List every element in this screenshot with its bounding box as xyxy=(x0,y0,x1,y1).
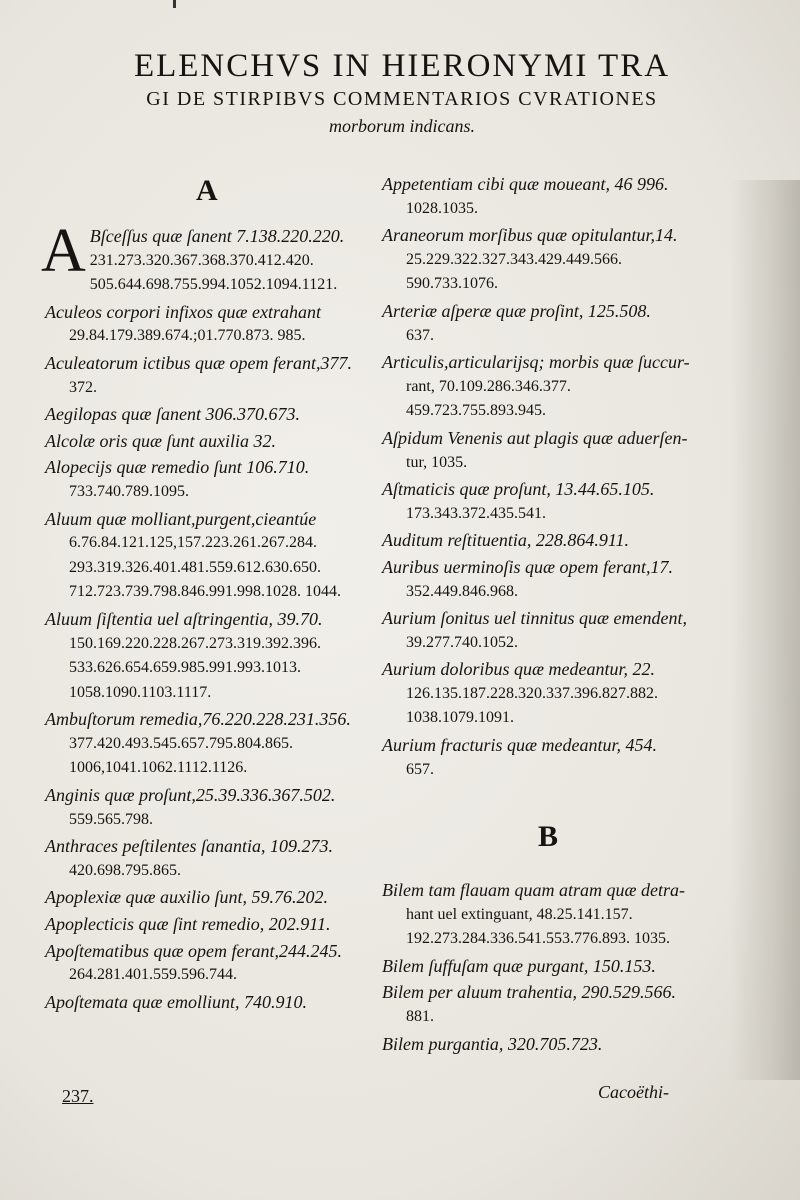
right-column-b xyxy=(382,878,712,1058)
entry-heading: Bilem tam flauam quam atram quæ detra- xyxy=(382,880,685,900)
index-entry xyxy=(382,954,712,979)
index-entry xyxy=(45,507,375,605)
entry-heading: Bilem ſuffuſam quæ purgant, 150.153. xyxy=(382,955,656,976)
entry-page-refs: 733.740.789.1095. xyxy=(69,482,189,500)
entry-heading: Aluum ſiſtentia uel aſtringentia, 39.70. xyxy=(45,608,323,629)
entry-page-refs: 420.698.795.865. xyxy=(69,861,181,879)
index-entry xyxy=(382,657,712,731)
index-entry xyxy=(45,351,375,400)
index-entry xyxy=(382,426,712,475)
entry-page-refs: tur, 1035. xyxy=(406,453,468,471)
entry-page-refs: 126.135.187.228.320.337.396.827.882. 1038.1079.1091. xyxy=(406,684,658,727)
entry-page-refs: 264.281.401.559.596.744. xyxy=(69,966,237,984)
index-entry xyxy=(382,172,712,221)
entry-page-refs: 881. xyxy=(406,1007,434,1025)
entry-page-refs: hant uel extinguant, 48.25.141.157. 192.273.284.336.541.553.776.893. 1035. xyxy=(406,905,670,948)
title-line-3: morborum indicans. xyxy=(328,116,475,136)
section-letter-b: B xyxy=(538,820,559,853)
entry-page-refs: 25.229.322.327.343.429.449.566. 590.733.1076. xyxy=(406,250,622,293)
index-entry xyxy=(382,350,712,424)
entry-heading: Apoſtemata quæ emolliunt, 740.910. xyxy=(45,991,307,1012)
entry-heading: Appetentiam cibi quæ moueant, 46 996. xyxy=(382,174,669,194)
entry-page-refs: 559.565.798. xyxy=(69,810,153,828)
page-signature: 237. xyxy=(62,1086,94,1106)
title-line-2: GI DE STIRPIBVS COMMENTARIOS CVRATIONES xyxy=(146,88,658,110)
index-entry xyxy=(382,980,712,1029)
entry-page-refs: rant, 70.109.286.346.377. 459.723.755.893.945. xyxy=(406,377,571,420)
entry-heading: Ambuſtorum remedia,76.220.228.231.356. xyxy=(45,709,351,730)
entry-heading: Aegilopas quæ ſanent 306.370.673. xyxy=(45,404,300,425)
index-entry xyxy=(382,528,712,553)
title-line-1: ELENCHVS IN HIERONYMI TRA xyxy=(133,48,671,84)
entry-heading: Alopecijs quæ remedio ſunt 106.710. xyxy=(45,457,310,478)
index-entry xyxy=(45,455,375,504)
entry-page-refs: 29.84.179.389.674.;01.770.873. 985. xyxy=(69,327,306,345)
entry-heading: Bilem purgantia, 320.705.723. xyxy=(382,1033,603,1054)
index-entry xyxy=(45,300,375,349)
entry-page-refs: 1028.1035. xyxy=(406,199,478,217)
right-column xyxy=(382,172,712,784)
entry-heading: Articulis,articularijsq; morbis quæ ſuccur- xyxy=(382,352,690,373)
entry-heading: Apoplecticis quæ ſint remedio, 202.911. xyxy=(45,914,331,935)
entry-heading: Apoſtematibus quæ opem ferant,244.245. xyxy=(45,940,342,961)
entry-heading: Aſpidum Venenis aut plagis quæ aduerſen- xyxy=(382,427,688,448)
entry-page-refs: 657. xyxy=(406,760,434,778)
entry-heading: Aurium doloribus quæ medeantur, 22. xyxy=(382,659,656,680)
entry-heading: Anginis quæ proſunt,25.39.336.367.502. xyxy=(45,785,336,806)
index-entry xyxy=(41,217,375,298)
index-entry xyxy=(382,555,712,604)
entry-heading: Aluum quæ molliant,purgent,cieantúe xyxy=(45,508,317,529)
index-entry xyxy=(382,299,712,348)
index-entry xyxy=(45,429,375,454)
index-entry xyxy=(45,990,375,1015)
page-mark xyxy=(173,0,176,8)
index-entry xyxy=(45,885,375,910)
entry-page-refs: 39.277.740.1052. xyxy=(406,633,518,651)
index-entry xyxy=(45,939,375,988)
entry-heading: Aſtmaticis quæ proſunt, 13.44.65.105. xyxy=(382,479,655,500)
entry-heading: Aculeos corpori infixos quæ extrahant xyxy=(45,301,321,322)
entry-heading: Araneorum morſibus quæ opitulantur,14. xyxy=(382,225,678,246)
entry-page-refs: 377.420.493.545.657.795.804.865. 1006,1041.1062.1112.1126. xyxy=(69,734,293,777)
index-entry xyxy=(382,733,712,782)
section-letter-a: A xyxy=(196,174,218,207)
index-entry xyxy=(382,223,712,297)
index-entry xyxy=(382,1032,712,1057)
index-entry xyxy=(382,878,712,952)
index-entry xyxy=(45,912,375,937)
index-entry xyxy=(382,606,712,655)
left-column xyxy=(41,217,375,1016)
entry-heading: Auribus uerminoſis quæ opem ferant,17. xyxy=(382,556,673,577)
entry-page-refs: 637. xyxy=(406,326,434,344)
entry-heading: Alcolæ oris quæ ſunt auxilia 32. xyxy=(45,430,277,451)
paper-stain xyxy=(730,180,800,1080)
entry-heading: Bſceſſus quæ ſanent 7.138.220.220. xyxy=(89,226,345,246)
entry-page-refs: 352.449.846.968. xyxy=(406,582,518,600)
index-entry xyxy=(45,834,375,883)
catchword: Cacoëthi- xyxy=(598,1082,669,1102)
entry-page-refs: 372. xyxy=(69,378,97,396)
index-entry xyxy=(382,477,712,526)
index-entry xyxy=(45,402,375,427)
entry-page-refs: 231.273.320.367.368.370.412.420. 505.644.698.755.994.1052.1094.1121. xyxy=(89,251,338,294)
entry-page-refs: 150.169.220.228.267.273.319.392.396. 533.626.654.659.985.991.993.1013. 1058.1090.1103.1117. xyxy=(69,634,321,701)
entry-heading: Bilem per aluum trahentia, 290.529.566. xyxy=(382,982,676,1003)
entry-heading: Auditum reſtituentia, 228.864.911. xyxy=(382,530,629,551)
entry-heading: Anthraces peſtilentes ſanantia, 109.273. xyxy=(45,836,333,857)
index-entry xyxy=(45,707,375,781)
entry-heading: Aurium fracturis quæ medeantur, 454. xyxy=(382,735,658,756)
entry-heading: Aculeatorum ictibus quæ opem ferant,377. xyxy=(45,352,352,373)
entry-page-refs: 173.343.372.435.541. xyxy=(406,504,546,522)
index-entry xyxy=(45,607,375,705)
entry-heading: Arteriæ aſperæ quæ proſint, 125.508. xyxy=(382,300,651,321)
entry-heading: Aurium ſonitus uel tinnitus quæ emendent, xyxy=(382,608,687,629)
drop-cap: A xyxy=(41,217,86,285)
entry-page-refs: 6.76.84.121.125,157.223.261.267.284. 293.319.326.401.481.559.612.630.650. 712.723.739.798.846.991.998.1028. 1044. xyxy=(69,534,341,601)
index-entry xyxy=(45,783,375,832)
entry-heading: Apoplexiæ quæ auxilio ſunt, 59.76.202. xyxy=(45,887,328,908)
